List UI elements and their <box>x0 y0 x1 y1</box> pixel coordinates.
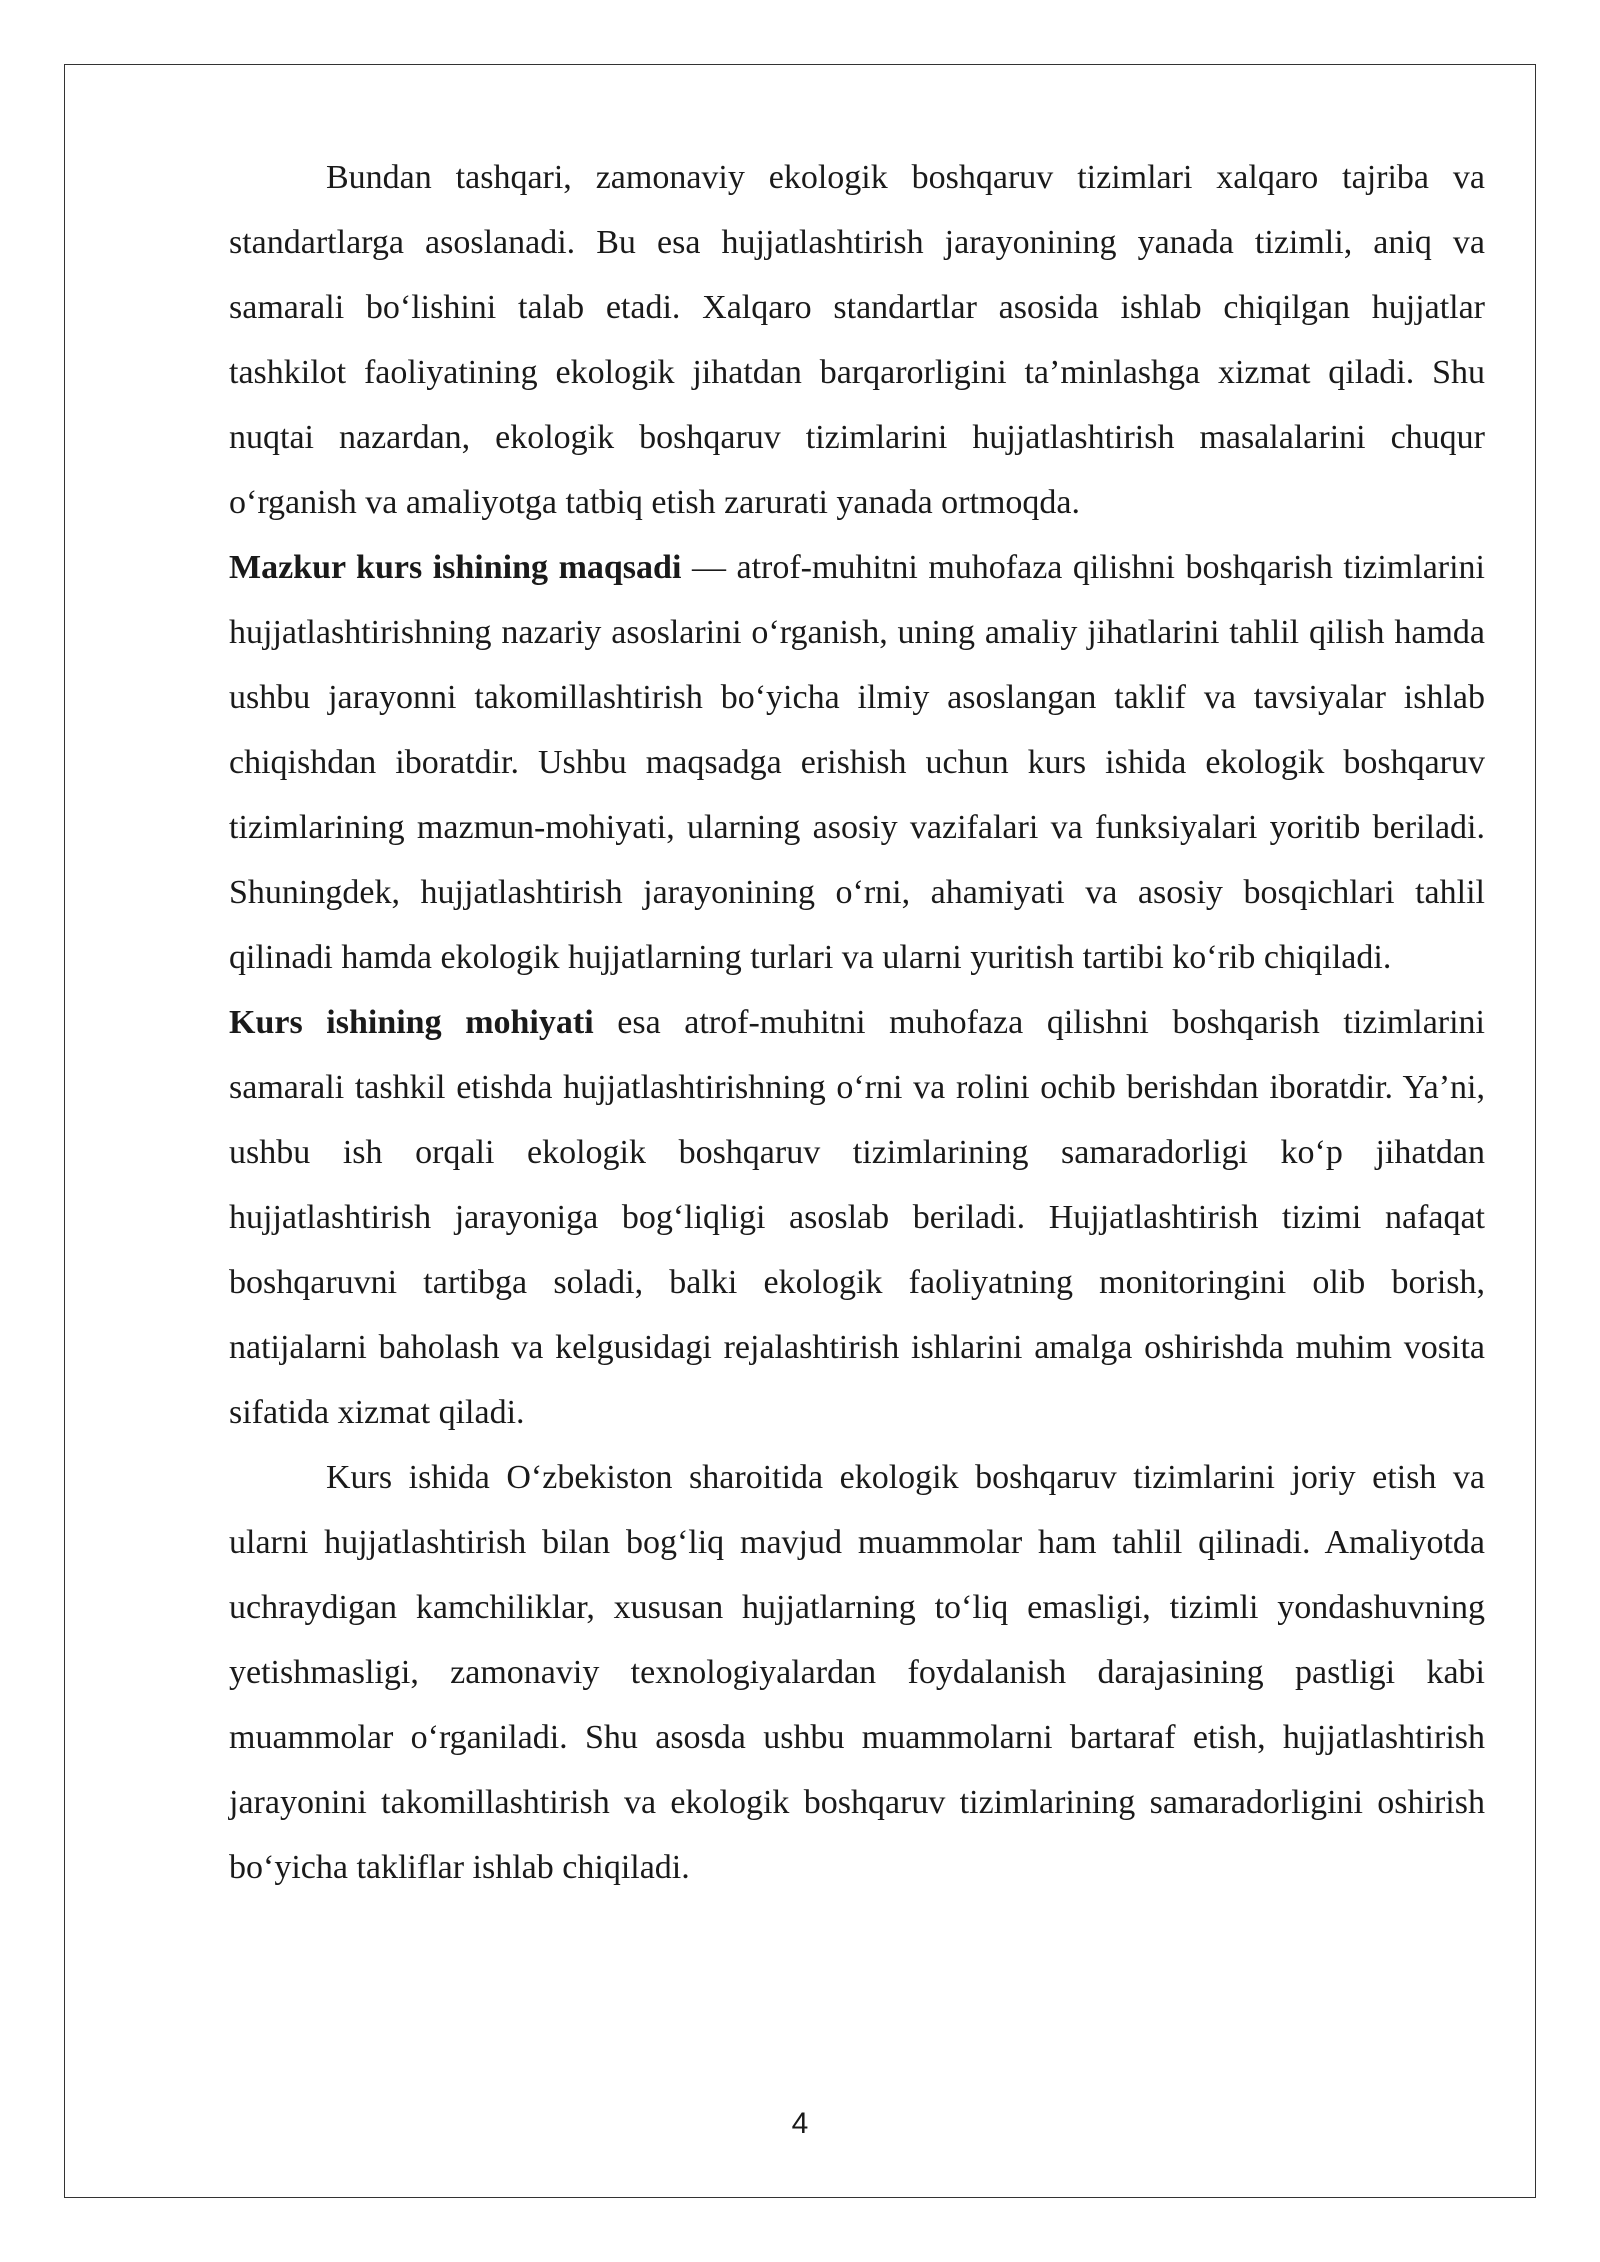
paragraph-essence <box>229 990 1485 1445</box>
paragraph-context-text: Bundan tashqari, zamonaviy ekologik boshqaruv tizimlari xalqaro tajriba va standartlarga asoslanadi. Bu esa hujjatlashtirish jarayonining yanada tizimli, aniq va samarali bo‘lishini talab etadi. Xalqaro standartlar asosida ishlab chiqilgan hujjatlar tashkilot faoliyatining ekologik jihatdan barqarorligini ta’minlashga xizmat qiladi. Shu nuqtai nazardan, ekologik boshqaruv tizimlarini hujjatlashtirish masalalarini chuqur o‘rganish va amaliyotga tatbiq etish zarurati yanada ortmoqda. <box>229 159 1485 521</box>
paragraph-context <box>229 145 1485 535</box>
paragraph-purpose-text: — atrof-muhitni muhofaza qilishni boshqarish tizimlarini hujjatlashtirishning nazariy asoslarini o‘rganish, uning amaliy jihatlarini tahlil qilish hamda ushbu jarayonni takomillashtirish bo‘yicha ilmiy asoslangan taklif va tavsiyalar ishlab chiqishdan iboratdir. Ushbu maqsadga erishish uchun kurs ishida ekologik boshqaruv tizimlarining mazmun-mohiyati, ularning asosiy vazifalari va funksiyalari yoritib beriladi. Shuningdek, hujjatlashtirish jarayonining o‘rni, ahamiyati va asosiy bosqichlari tahlil qilinadi hamda ekologik hujjatlarning turlari va ularni yuritish tartibi ko‘rib chiqiladi. <box>229 549 1485 976</box>
paragraph-problems-text: Kurs ishida O‘zbekiston sharoitida ekologik boshqaruv tizimlarini joriy etish va ularni hujjatlashtirish bilan bog‘liq mavjud muammolar ham tahlil qilinadi. Amaliyotda uchraydigan kamchiliklar, xususan hujjatlarning to‘liq emasligi, tizimli yondashuvning yetishmasligi, zamonaviy texnologiyalardan foydalanish darajasining pastligi kabi muammolar o‘rganiladi. Shu asosda ushbu muammolarni bartaraf etish, hujjatlashtirish jarayonini takomillashtirish va ekologik boshqaruv tizimlarining samaradorligini oshirish bo‘yicha takliflar ishlab chiqiladi. <box>229 1459 1485 1886</box>
page-number: 4 <box>791 2107 809 2140</box>
paragraph-purpose <box>229 535 1485 990</box>
paragraph-purpose-heading: Mazkur kurs ishining maqsadi <box>229 549 682 586</box>
paragraph-essence-heading: Kurs ishining mohiyati <box>229 1004 594 1041</box>
paragraph-problems <box>229 1445 1485 1900</box>
document-body <box>229 145 1485 1900</box>
paragraph-essence-text: esa atrof-muhitni muhofaza qilishni boshqarish tizimlarini samarali tashkil etishda hujjatlashtirishning o‘rni va rolini ochib berishdan iboratdir. Ya’ni, ushbu ish orqali ekologik boshqaruv tizimlarining samaradorligi ko‘p jihatdan hujjatlashtirish jarayoniga bog‘liqligi asoslab beriladi. Hujjatlashtirish tizimi nafaqat boshqaruvni tartibga soladi, balki ekologik faoliyatning monitoringini olib borish, natijalarni baholash va kelgusidagi rejalashtirish ishlarini amalga oshirishda muhim vosita sifatida xizmat qiladi. <box>229 1004 1485 1431</box>
